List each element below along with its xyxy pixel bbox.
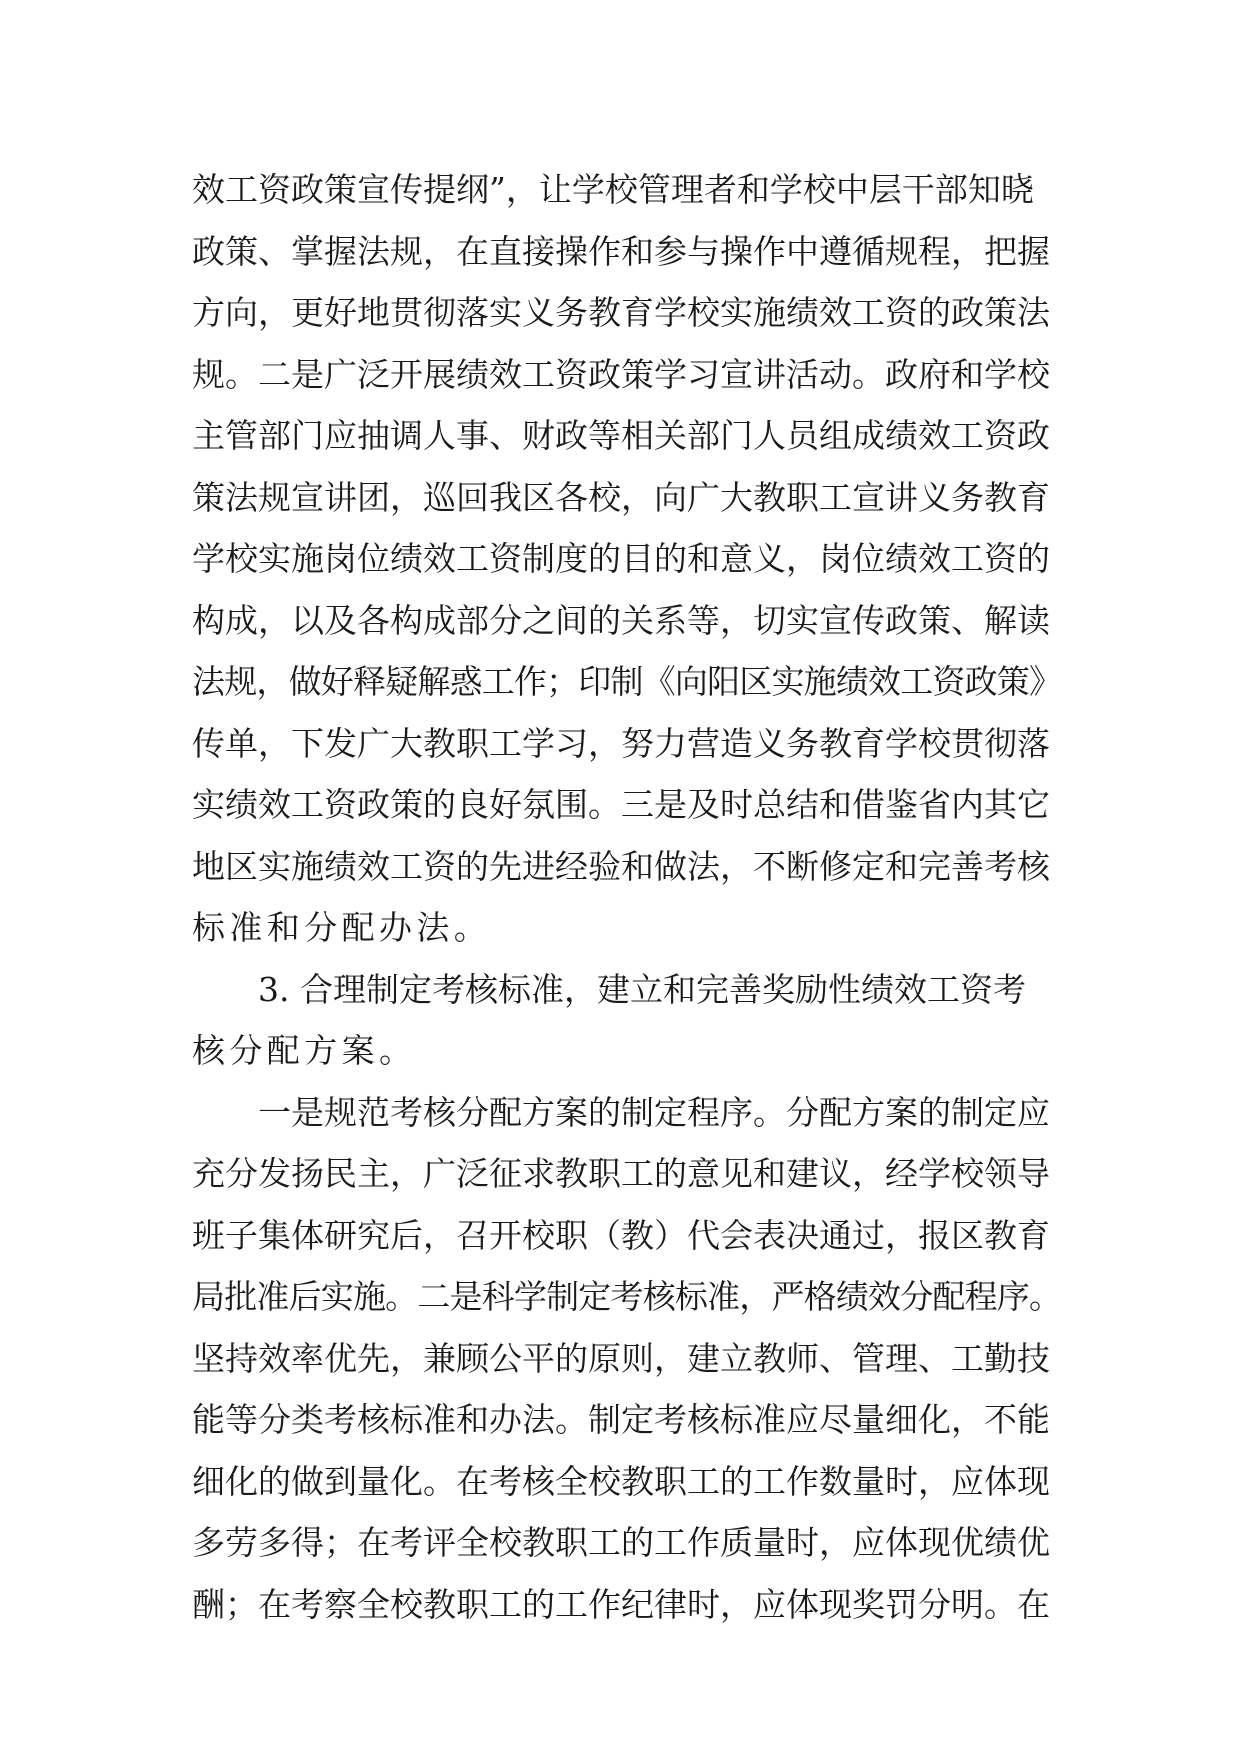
- text-line: 细化的做到量化。在考核全校教职工的工作数量时，应体现: [192, 1461, 1050, 1501]
- text-line: 能等分类考核标准和办法。制定考核标准应尽量细化，不能: [192, 1400, 1050, 1439]
- text-line: 标准和分配办法。: [192, 908, 492, 947]
- text-line: 政策、掌握法规，在直接操作和参与操作中遵循规程，把握: [192, 231, 1050, 271]
- text-line: 3. 合理制定考核标准，建立和完善奖励性绩效工资考: [258, 969, 1026, 1009]
- text-line: 酬；在考察全校教职工的工作纪律时，应体现奖罚分明。在: [192, 1584, 1050, 1624]
- text-line: 局批准后实施。二是科学制定考核标准，严格绩效分配程序。: [192, 1277, 1062, 1316]
- text-line: 班子集体研究后，召开校职（教）代会表决通过，报区教育: [192, 1215, 1050, 1255]
- text-line: 实绩效工资政策的良好氛围。三是及时总结和借鉴省内其它: [192, 785, 1050, 824]
- text-line: 构成，以及各构成部分之间的关系等，切实宣传政策、解读: [192, 600, 1050, 640]
- text-line: 学校实施岗位绩效工资制度的目的和意义，岗位绩效工资的: [192, 539, 1050, 578]
- text-line: 策法规宣讲团，巡回我区各校，向广大教职工宣讲义务教育: [192, 477, 1050, 517]
- text-line: 地区实施绩效工资的先进经验和做法，不断修定和完善考核: [192, 846, 1050, 886]
- text-line: 充分发扬民主，广泛征求教职工的意见和建议，经学校领导: [192, 1154, 1050, 1193]
- body-text: [192, 159, 1062, 1635]
- text-line: 规。二是广泛开展绩效工资政策学习宣讲活动。政府和学校: [192, 354, 1050, 394]
- text-line: 效工资政策宣传提纲”，让学校管理者和学校中层干部知晓: [192, 170, 1034, 209]
- text-line: 多劳多得；在考评全校教职工的工作质量时，应体现优绩优: [192, 1523, 1050, 1562]
- text-line: 方向，更好地贯彻落实义务教育学校实施绩效工资的政策法: [192, 293, 1050, 332]
- text-line: 核分配方案。: [192, 1031, 417, 1070]
- text-line: 主管部门应抽调人事、财政等相关部门人员组成绩效工资政: [192, 416, 1050, 455]
- text-line: 传单，下发广大教职工学习，努力营造义务教育学校贯彻落: [192, 723, 1050, 763]
- text-line: 坚持效率优先，兼顾公平的原则，建立教师、管理、工勤技: [192, 1338, 1050, 1378]
- text-line: 法规，做好释疑解惑工作；印制《向阳区实施绩效工资政策》: [192, 662, 1062, 701]
- text-line: 一是规范考核分配方案的制定程序。分配方案的制定应: [258, 1092, 1050, 1132]
